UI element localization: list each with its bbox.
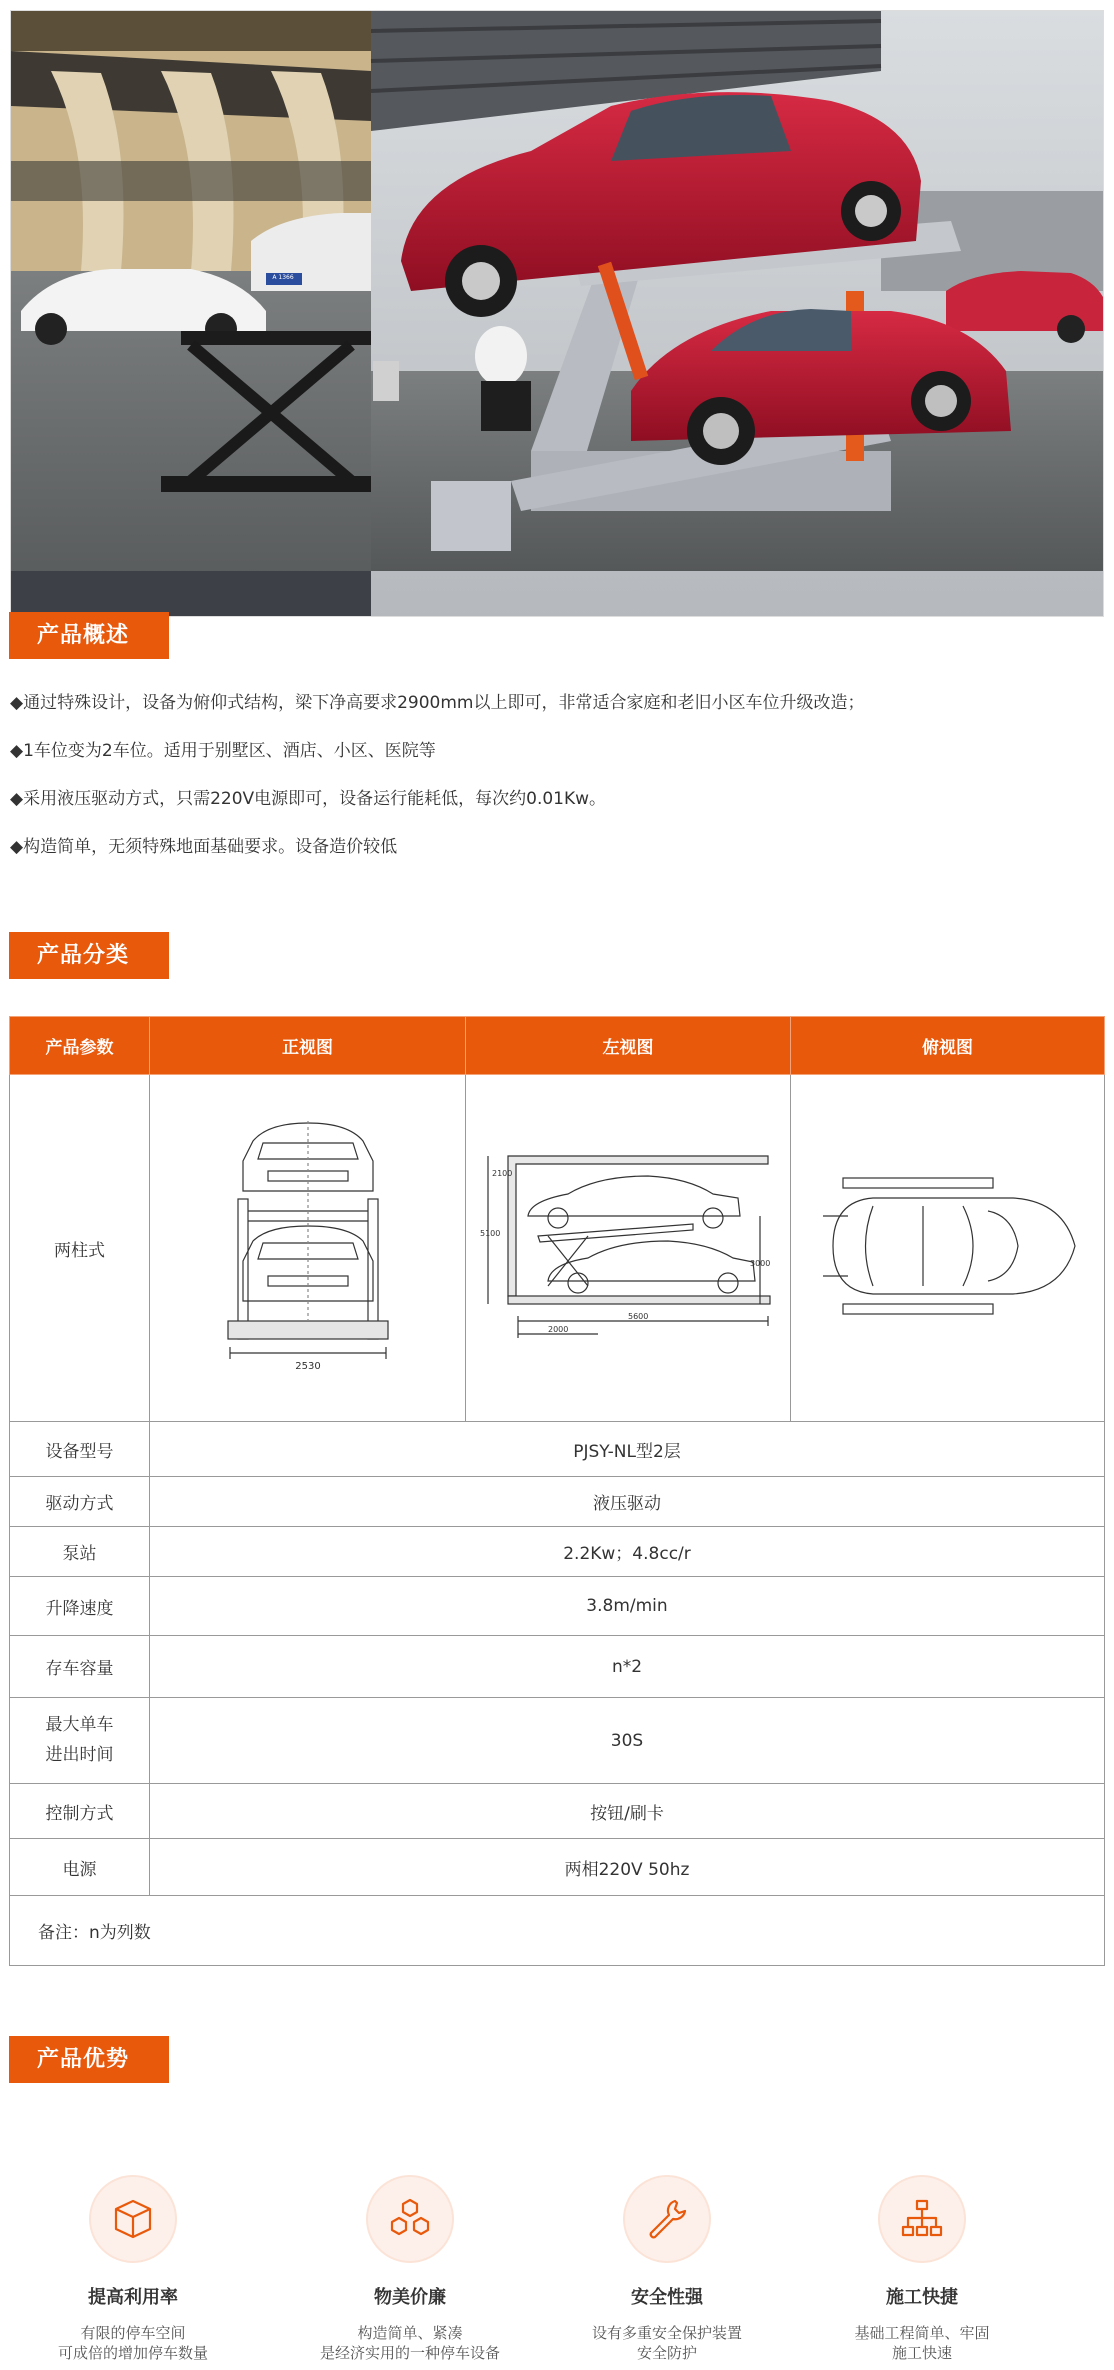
row-value: PJSY-NL型2层	[150, 1422, 1105, 1477]
table-row	[10, 1477, 1105, 1527]
advantage-item	[797, 2175, 1047, 2364]
wrench-icon	[623, 2175, 711, 2263]
advantage-desc-line2: 可成倍的增加停车数量	[57, 2344, 208, 2363]
row-label: 升降速度	[10, 1577, 150, 1636]
table-row	[10, 1698, 1105, 1784]
table-row	[10, 1636, 1105, 1698]
header-front-view: 正视图	[150, 1017, 466, 1075]
advantage-desc	[542, 2323, 792, 2364]
table-note: 备注：n为列数	[10, 1896, 1105, 1966]
row-value: 2.2Kw；4.8cc/r	[150, 1527, 1105, 1577]
advantage-desc-line1: 有限的停车空间	[80, 2324, 186, 2342]
type-label: 两柱式	[10, 1075, 150, 1422]
table-row	[10, 1896, 1105, 1966]
table-header-row	[10, 1017, 1105, 1075]
advantage-title: 施工快捷	[886, 2287, 958, 2308]
side-dim-right: 3000	[750, 1258, 771, 1268]
side-dim-height: 5100	[480, 1228, 501, 1238]
advantage-desc	[285, 2323, 535, 2364]
row-label	[10, 1698, 150, 1784]
advantage-desc-line2: 安全防护	[636, 2344, 697, 2363]
row-label: 泵站	[10, 1527, 150, 1577]
advantages-section-title: 产品优势	[9, 2036, 169, 2083]
advantage-desc-line2: 是经济实用的一种停车设备	[319, 2344, 500, 2363]
front-view-drawing	[150, 1075, 466, 1422]
row-label: 驱动方式	[10, 1477, 150, 1527]
overview-item: ◆1车位变为2车位。适用于别墅区、酒店、小区、医院等	[10, 741, 436, 761]
hexagons-icon	[366, 2175, 454, 2263]
side-dim-base1: 2000	[548, 1324, 569, 1334]
overview-section-title: 产品概述	[9, 612, 169, 659]
spec-table	[9, 1016, 1105, 1966]
row-value: 两相220V 50hz	[150, 1839, 1105, 1896]
advantage-desc	[797, 2323, 1047, 2364]
side-view-diagram	[478, 1146, 778, 1346]
advantage-desc	[8, 2323, 258, 2364]
row-label: 电源	[10, 1839, 150, 1896]
table-row	[10, 1839, 1105, 1896]
cube-icon	[89, 2175, 177, 2263]
advantage-item	[542, 2175, 792, 2364]
advantage-item	[8, 2175, 258, 2364]
row-label: 控制方式	[10, 1784, 150, 1839]
advantage-title: 安全性强	[631, 2287, 703, 2308]
row-label-line2: 进出时间	[45, 1744, 114, 1765]
front-view-diagram	[208, 1121, 408, 1371]
row-value: n*2	[150, 1636, 1105, 1698]
side-dim-top: 2100	[492, 1168, 513, 1178]
header-side-view: 左视图	[466, 1017, 791, 1075]
advantage-desc-line1: 构造简单、紧凑	[357, 2324, 463, 2342]
table-row	[10, 1577, 1105, 1636]
top-view-drawing	[791, 1075, 1105, 1422]
overview-item: ◆采用液压驱动方式，只需220V电源即可，设备运行能耗低，每次约0.01Kw。	[10, 789, 607, 809]
side-view-drawing	[466, 1075, 791, 1422]
table-row	[10, 1422, 1105, 1477]
header-top-view: 俯视图	[791, 1017, 1105, 1075]
row-value: 3.8m/min	[150, 1577, 1105, 1636]
advantage-title: 物美价廉	[374, 2287, 446, 2308]
advantage-desc-line1: 基础工程简单、牢固	[854, 2324, 990, 2342]
row-label-line1: 最大单车	[45, 1714, 114, 1735]
side-dim-base2: 5600	[628, 1311, 649, 1321]
license-plate-text: A 1366	[272, 274, 294, 281]
table-row	[10, 1527, 1105, 1577]
advantage-title: 提高利用率	[88, 2287, 178, 2308]
hero-photo	[10, 10, 1104, 617]
row-label: 设备型号	[10, 1422, 150, 1477]
row-value: 30S	[150, 1698, 1105, 1784]
row-value: 液压驱动	[150, 1477, 1105, 1527]
overview-item: ◆构造简单，无须特殊地面基础要求。设备造价较低	[10, 837, 398, 857]
header-params: 产品参数	[10, 1017, 150, 1075]
advantage-item	[285, 2175, 535, 2364]
table-row	[10, 1075, 1105, 1422]
table-row	[10, 1784, 1105, 1839]
front-dim-label: 2530	[294, 1360, 321, 1371]
row-label: 存车容量	[10, 1636, 150, 1698]
parking-lift-photo	[11, 11, 1104, 617]
advantage-desc-line1: 设有多重安全保护装置	[591, 2324, 742, 2342]
top-view-diagram	[813, 1176, 1083, 1316]
row-value: 按钮/刷卡	[150, 1784, 1105, 1839]
classification-section-title: 产品分类	[9, 932, 169, 979]
advantage-desc-line2: 施工快速	[891, 2344, 952, 2363]
org-chart-icon	[878, 2175, 966, 2263]
overview-item: ◆通过特殊设计，设备为俯仰式结构，梁下净高要求2900mm以上即可，非常适合家庭和老旧小区车位升级改造；	[10, 693, 865, 713]
